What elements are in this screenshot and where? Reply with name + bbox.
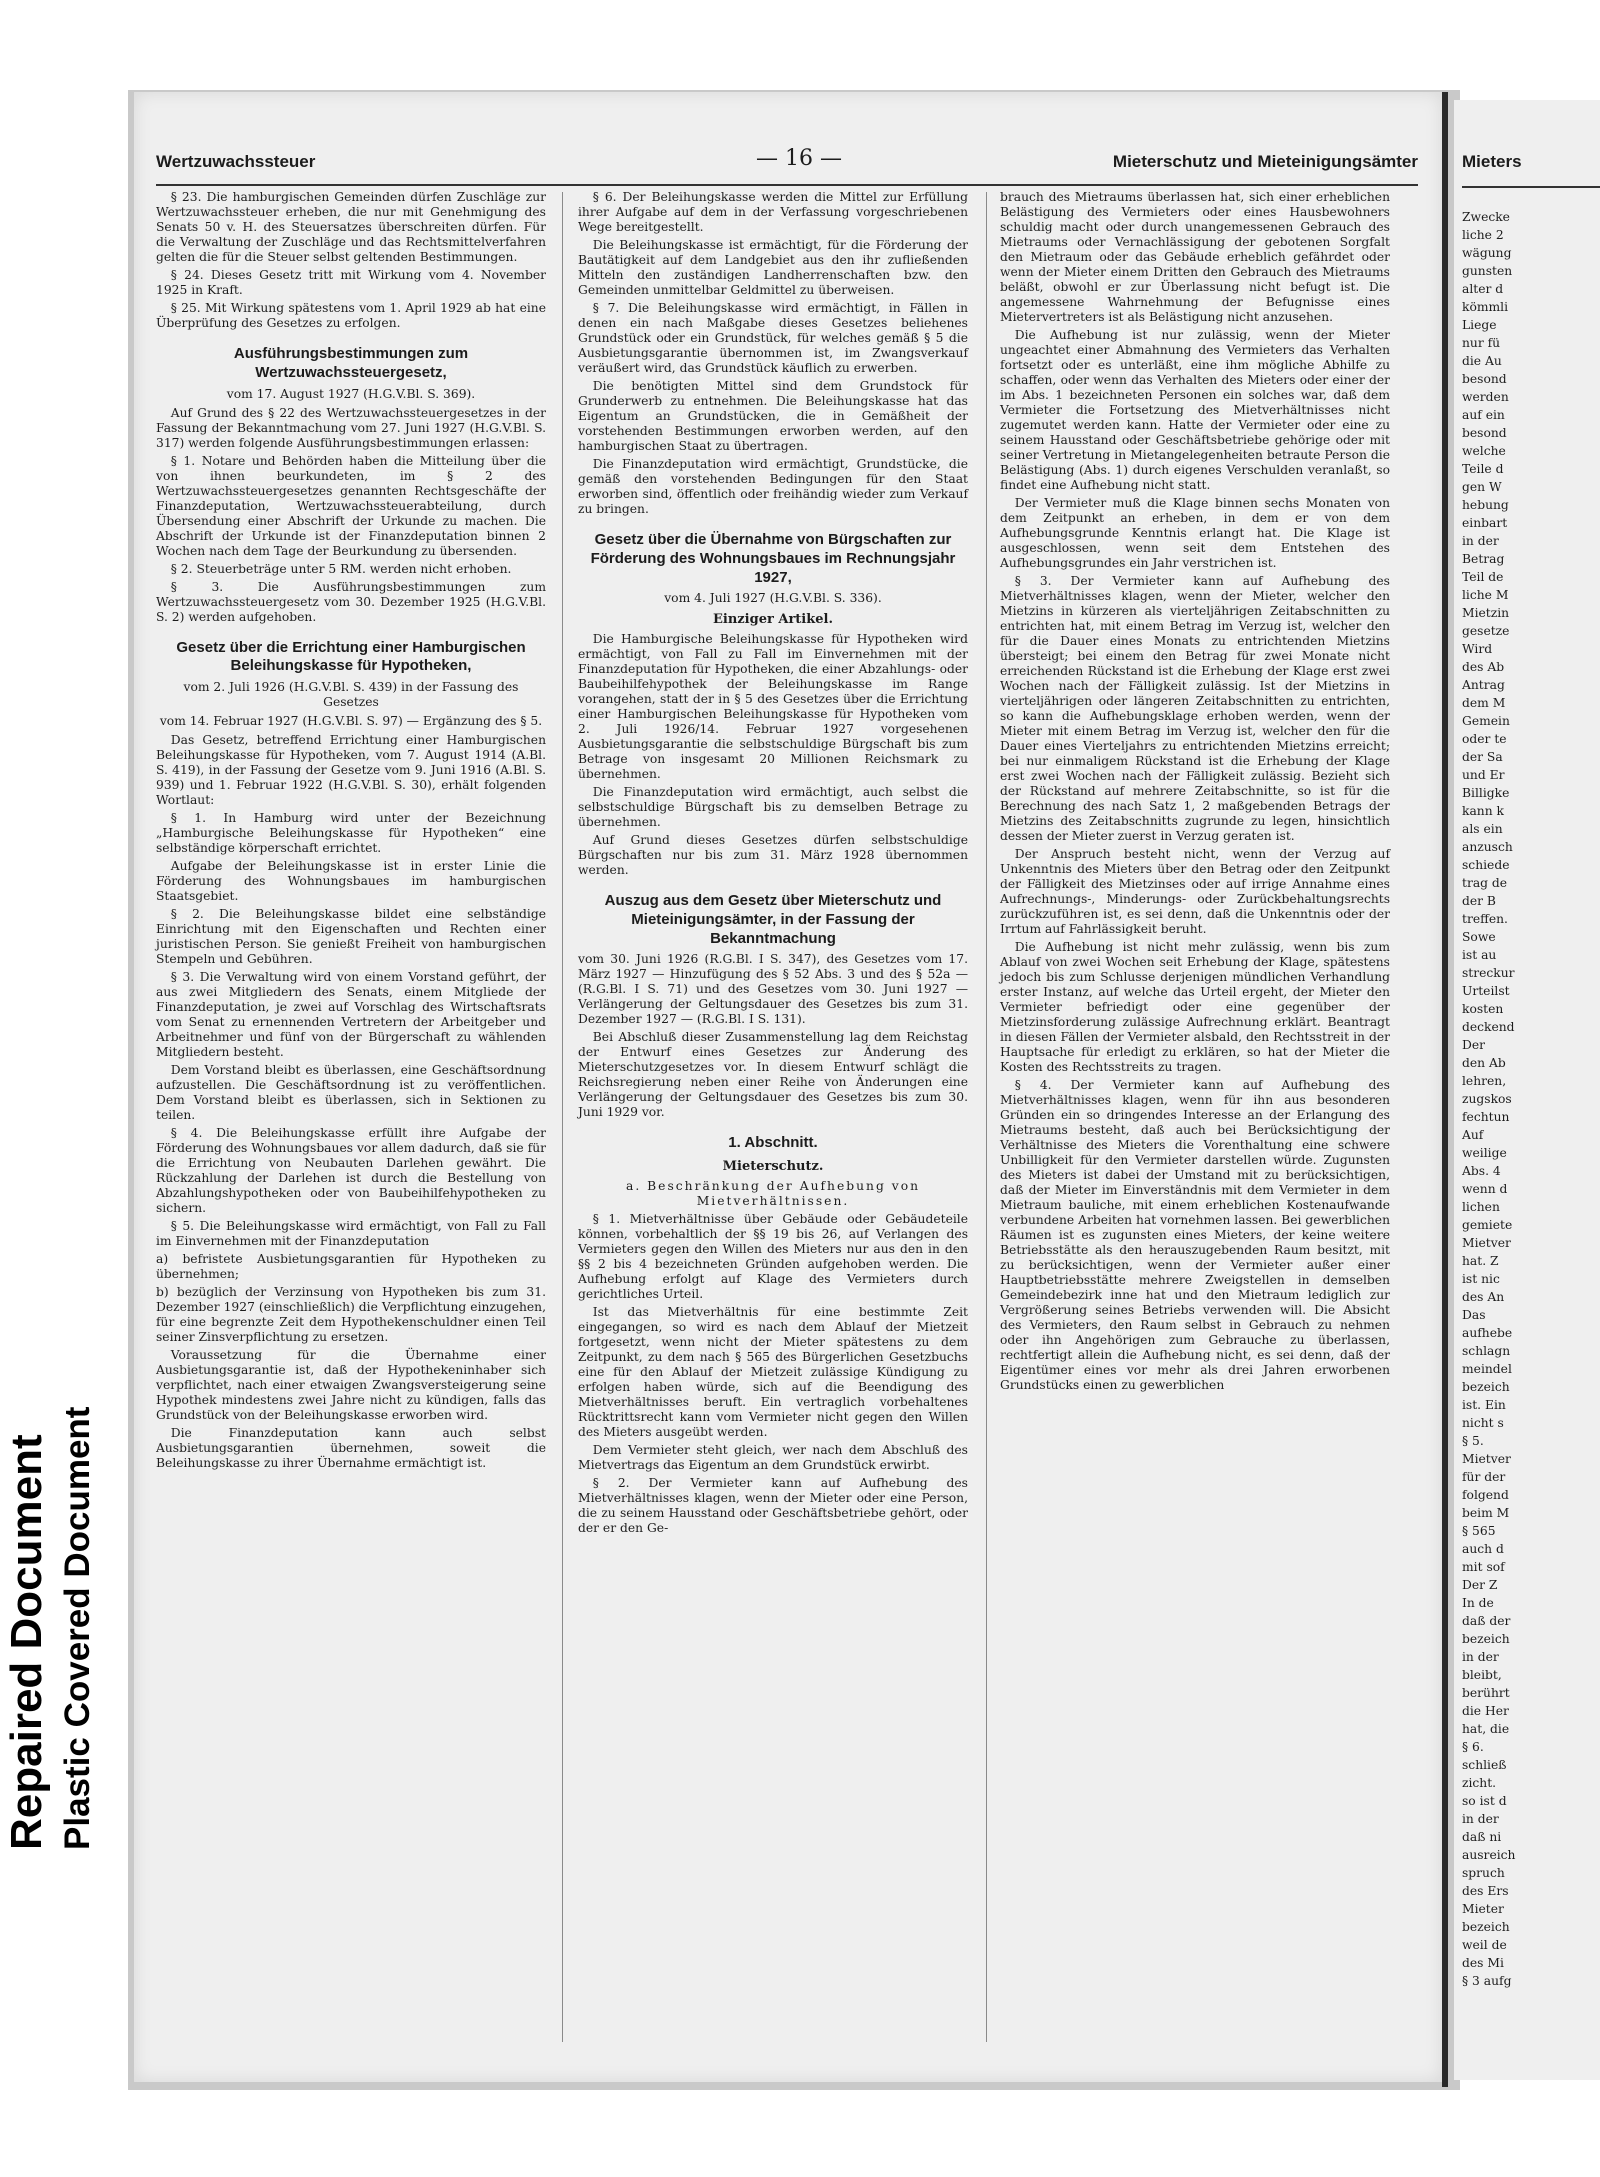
adjacent-page-line: ist nic (1462, 1272, 1500, 1286)
header-left: Wertzuwachssteuer (156, 152, 316, 171)
paragraph: Die Finanzdeputation kann auch selbst Ausbietungsgarantien übernehmen, soweit die Beleihungskasse zu ihrer Übernahme ermächtigt ist. (156, 1426, 546, 1470)
paragraph: Die Beleihungskasse ist ermächtigt, für die Förderung der Bautätigkeit auf dem Landgebiet aus den ihr zufließenden Mitteln den zuständigen Landherrenschaften bzw. den Gemeinden unmittelbar Geldmittel zu überweisen. (578, 238, 968, 297)
side-labels (0, 1150, 120, 1850)
adjacent-page-line: hat, die (1462, 1722, 1510, 1736)
adjacent-page-line: zugskos (1462, 1092, 1512, 1106)
adjacent-page-line: kann k (1462, 804, 1504, 818)
adjacent-page-line: schiede (1462, 858, 1510, 872)
paragraph: Das Gesetz, betreffend Errichtung einer Hamburgischen Beleihungskasse für Hypotheken, vom 7. August 1914 (A.Bl. S. 419), in der Fassung der Gesetze vom 9. Juni 1916 (A.Bl. S. 939) und 1. Februar 1922 (H.G.V.Bl. S. 30), erhält folgenden Wortlaut: (156, 733, 546, 807)
adjacent-page-line: Mietver (1462, 1452, 1511, 1466)
adjacent-page-line: die Her (1462, 1704, 1509, 1718)
adjacent-page-line: gunsten (1462, 264, 1513, 278)
list-item: a) befristete Ausbietungsgarantien für Hypotheken zu übernehmen; (156, 1252, 546, 1281)
adjacent-page (1454, 100, 1600, 2080)
adjacent-page-line: Zwecke (1462, 210, 1510, 224)
adjacent-page-line: liche 2 (1462, 228, 1504, 242)
paragraph: Die Aufhebung ist nur zulässig, wenn der Mieter ungeachtet einer Abmahnung des Vermieters das Verhalten fortsetzt oder es unterläßt, eine ihm mögliche Abhilfe zu schaffen, oder wenn das Verhalten des Mieters oder einer der im Abs. 1 bezeichneten Personen ein solches war, daß dem Vermieter die Fortsetzung des Mietverhältnisses nicht zugemutet werden kann. Hatte der Vermieter oder eine zu seinem Hausstand oder Geschäftsbetriebe gehörige oder mit seiner Vertretung in Mietangelegenheiten betraute Person die Belästigung (Abs. 1) durch eigenes Verschulden veranlaßt, so findet eine Aufhebung nicht statt. (1000, 328, 1390, 492)
paragraph: Voraussetzung für die Übernahme einer Ausbietungsgarantie ist, daß der Hypothekeninhaber sich verpflichtet, nach einer etwaigen Zwangsversteigerung seine Hypothek mindestens zwei Jahre nicht zu kündigen, falls das Grundstück von der Beleihungskasse erworben wird. (156, 1348, 546, 1422)
adjacent-page-line: die Au (1462, 354, 1502, 368)
adjacent-page-line: Teile d (1462, 462, 1504, 476)
adjacent-page-line: weil de (1462, 1938, 1507, 1952)
adjacent-page-line: Betrag (1462, 552, 1505, 566)
adjacent-page-line: oder te (1462, 732, 1507, 746)
adjacent-page-line: des Mi (1462, 1956, 1504, 1970)
adjacent-page-line: besond (1462, 426, 1507, 440)
adjacent-page-line: alter d (1462, 282, 1504, 296)
adjacent-page-line: weilige (1462, 1146, 1507, 1160)
header-rule (156, 184, 1418, 186)
adjacent-page-line: § 5. (1462, 1434, 1484, 1448)
paragraph: Dem Vermieter steht gleich, wer nach dem Abschluß des Mietvertrags das Eigentum an dem Grundstück erwirbt. (578, 1442, 968, 1472)
adjacent-page-line: nicht s (1462, 1416, 1504, 1430)
adjacent-page-line: der Sa (1462, 750, 1503, 764)
adjacent-page-line: zicht. (1462, 1776, 1497, 1790)
paragraph: Die Finanzdeputation wird ermächtigt, auch selbst die selbstschuldige Bürgschaft bis zu demselben Betrage zu übernehmen. (578, 785, 968, 830)
section-date: vom 4. Juli 1927 (H.G.V.Bl. S. 336). (664, 591, 882, 606)
paragraph: § 7. Die Beleihungskasse wird ermächtigt, in Fällen in denen ein nach Maßgabe dieses Gesetzes beliehenes Grundstück oder ein Grundstück, für welches gemäß § 5 die Ausbietungsgarantie übernommen ist, im Zwangsverkauf veräußert wird, das Grundstück käuflich zu erwerben. (578, 301, 968, 375)
paragraph: § 3. Die Verwaltung wird von einem Vorstand geführt, der aus zwei Mitgliedern des Senats, einem Mitgliede der Finanzdeputation, je zwei auf Vorschlag des Wirtschaftsrats vom Senat zu ernennenden Vertretern der Arbeitgeber und Arbeitnehmer und fünf von der Bürgerschaft zu wählenden Mitgliedern besteht. (156, 970, 546, 1059)
page-gutter (1442, 92, 1448, 2087)
paragraph: § 6. Der Beleihungskasse werden die Mittel zur Erfüllung ihrer Aufgabe auf dem in der Verfassung vorgeschriebenen Wege bereitgestellt. (578, 190, 968, 234)
adjacent-page-line: lichen (1462, 1200, 1500, 1214)
adjacent-page-line: des An (1462, 1290, 1505, 1304)
paragraph: § 1. Notare und Behörden haben die Mitteilung über die von ihnen beurkundeten, im § 2 des Wertzuwachssteuergesetzes genannten Rechtsgeschäfte der Finanzdeputation, Wertzuwachssteuerabteilung, durch Übersendung einer Abschrift der Urkunde zu machen. Die Abschrift der Urkunde ist der Finanzdeputation binnen 2 Wochen nach dem Tage der Beurkundung zu übersenden. (156, 453, 546, 558)
article-heading: Einziger Artikel. (713, 612, 833, 628)
adjacent-page-line: In de (1462, 1596, 1494, 1610)
adjacent-page-line: dem M (1462, 696, 1506, 710)
adjacent-page-line: berührt (1462, 1686, 1510, 1700)
adjacent-page-line: Liege (1462, 318, 1497, 332)
adjacent-page-line: § 6. (1462, 1740, 1484, 1754)
paragraph: Auf Grund des § 22 des Wertzuwachssteuergesetzes in der Fassung der Bekanntmachung vom 27. Juni 1927 (H.G.V.Bl. S. 317) werden folgende Ausführungsbestimmungen erlassen: (156, 405, 546, 450)
adjacent-page-line: Billigke (1462, 786, 1510, 800)
adjacent-page-line: besond (1462, 372, 1507, 386)
adjacent-page-line: Abs. 4 (1462, 1164, 1501, 1178)
section-date: vom 17. August 1927 (H.G.V.Bl. S. 369). (226, 386, 476, 401)
adjacent-page-line: trag de (1462, 876, 1508, 890)
adjacent-page-line: Der (1462, 1038, 1486, 1052)
subsection-heading: Mieterschutz. (722, 1159, 824, 1175)
adjacent-page-text (1462, 208, 1600, 1990)
adjacent-page-line: der B (1462, 894, 1496, 908)
adjacent-page-line: spruch (1462, 1866, 1505, 1880)
adjacent-page-line: werden (1462, 390, 1509, 404)
adjacent-page-line: liche M (1462, 588, 1509, 602)
adjacent-page-line: des Ers (1462, 1884, 1509, 1898)
paragraph: Die Aufhebung ist nicht mehr zulässig, wenn bis zum Ablauf von zwei Wochen seit Erhebung der Klage, spätestens jedoch bis zum Schlusse derjenigen mündlichen Verhandlung erster Instanz, auf welche das Urteil ergeht, der Mieter den Vermieter befriedigt oder eine gegenüber der Mietzinsforderung zulässige Aufrechnung erklärt. Beantragt in diesen Fällen der Vermieter alsbald, den Rechtsstreit in der Hauptsache für erledigt zu erklären, so hat der Mieter die Kosten des Rechtsstreits zu tragen. (1000, 940, 1390, 1074)
paragraph: § 25. Mit Wirkung spätestens vom 1. April 1929 ab hat eine Überprüfung des Gesetzes zu erfolgen. (156, 301, 546, 330)
paragraph: § 2. Die Beleihungskasse bildet eine selbständige Einrichtung mit den Eigenschaften und Rechten einer juristischen Person. Sie genießt Freiheit von hamburgischen Stempeln und Gebühren. (156, 907, 546, 966)
adjacent-page-line: Teil de (1462, 570, 1504, 584)
paragraph: Bei Abschluß dieser Zusammenstellung lag dem Reichstag der Entwurf eines Gesetzes zur Änderung des Mieterschutzgesetzes vor. In diesem Entwurf schlägt die Reichsregierung neben einer Reihe von Änderungen eine Verlängerung der Geltungsdauer des Gesetzes bis zum 30. Juni 1929 vor. (578, 1030, 968, 1120)
paragraph: § 3. Die Ausführungsbestimmungen zum Wertzuwachssteuergesetz vom 30. Dezember 1925 (H.G.V.Bl. S. 2) werden aufgehoben. (156, 579, 546, 624)
paragraph: § 24. Dieses Gesetz tritt mit Wirkung vom 4. November 1925 in Kraft. (156, 268, 546, 297)
section-heading: Gesetz über die Übernahme von Bürgschaften zur Förderung des Wohnungsbaues im Rechnungsjahr 1927, (590, 531, 956, 586)
adjacent-page-line: Mietzin (1462, 606, 1510, 620)
adjacent-page-line: daß der (1462, 1614, 1511, 1628)
adjacent-page-line: des Ab (1462, 660, 1505, 674)
page-number: — 16 — (756, 146, 842, 171)
adjacent-page-line: kosten (1462, 1002, 1504, 1016)
adjacent-page-line: für der (1462, 1470, 1506, 1484)
adjacent-page-line: in der (1462, 534, 1499, 548)
paragraph: § 3. Der Vermieter kann auf Aufhebung des Mietverhältnisses klagen, wenn der Mieter, welcher den Mietzins in kürzeren als vierteljährigen Zeitabschnitten zu entrichten hat, mit einem Betrag im Verzug ist, welcher den für die Dauer eines Monats zu entrichtenden Mietzins übersteigt; bei einem den Betrag für zwei Monate nicht erreichenden Rückstand ist die Erhebung der Klage erst zwei Wochen nach der Fälligkeit zulässig. Ist der Mietzins in vierteljährigen oder längeren Zeitabschnitten zu entrichten, so kann die Aufhebungsklage erhoben werden, wenn der Mieter mit einem Betrag im Verzug ist, welcher den für die Dauer eines Vierteljahrs zu entrichtenden Mietzins erreicht; bei nur einmaligem Rückstand ist die Erhebung der Klage erst zwei Wochen nach der Fälligkeit zulässig. Bezieht sich der Rückstand auf mehrere Zeitabschnitte, so ist für die Berechnung des nach Satz 1, 2 maßgebenden Betrags der Mietzins des Zeitabschnitts zugrunde zu legen, hinsichtlich dessen der Mieter zuerst in Verzug geraten ist. (1000, 574, 1390, 843)
paragraph: Die Hamburgische Beleihungskasse für Hypotheken wird ermächtigt, von Fall zu Fall im Einvernehmen mit der Finanzdeputation für Hypotheken, die einer Abzahlungs- oder Baubeihilfehypothek der Beleihungskasse im Range vorangehen, statt der in § 5 des Gesetzes über die Errichtung einer Hamburgischen Beleihungskasse für Hypotheken vom 2. Juli 1926/14. Februar 1927 vorgesehenen Ausbietungsgarantie die selbstschuldige Bürgschaft bis zum Betrage von insgesamt 20 Millionen Reichsmark zu übernehmen. (578, 632, 968, 782)
adjacent-page-line: § 565 (1462, 1524, 1496, 1538)
adjacent-page-line: in der (1462, 1812, 1499, 1826)
adjacent-page-line: Das (1462, 1308, 1486, 1322)
section-date: vom 14. Februar 1927 (H.G.V.Bl. S. 97) — Ergänzung des § 5. (159, 714, 543, 728)
adjacent-page-line: kömmli (1462, 300, 1509, 314)
adjacent-page-line: hebung (1462, 498, 1509, 512)
adjacent-page-line: Gemein (1462, 714, 1510, 728)
adjacent-page-line: mit sof (1462, 1560, 1505, 1574)
paragraph: Der Vermieter muß die Klage binnen sechs Monaten von dem Zeitpunkt an erheben, in dem er von dem Aufhebungsgrunde Kenntnis erlangt hat. Die Klage ist ausgeschlossen, wenn seit dem Entstehen des Aufhebungsgrundes ein Jahr verstrichen ist. (1000, 496, 1390, 570)
adjacent-page-line: ist. Ein (1462, 1398, 1506, 1412)
column-rule (986, 192, 987, 2042)
adjacent-page-line: in der (1462, 1650, 1499, 1664)
adjacent-page-line: fechtun (1462, 1110, 1510, 1124)
adjacent-page-line: auch d (1462, 1542, 1504, 1556)
adjacent-page-line: daß ni (1462, 1830, 1502, 1844)
section-heading: 1. Abschnitt. (728, 1134, 818, 1152)
paragraph: § 1. In Hamburg wird unter der Bezeichnung „Hamburgische Beleihungskasse für Hypotheken“ eine selbständige körperschaft errichtet. (156, 811, 546, 855)
paragraph: Ist das Mietverhältnis für eine bestimmte Zeit eingegangen, so wird es nach dem Ablauf der Mietzeit fortgesetzt, wenn nicht der Mieter spätestens zu dem Zeitpunkt, zu dem nach § 565 des Bürgerlichen Gesetzbuchs eine für den Ablauf der Mietzeit zulässige Kündigung zu erfolgen haben würde, sich auf die Beendigung des Mietverhältnisses beruft. Ein vertraglich vorbehaltenes Rücktrittsrecht kann vom Vermieter nicht gegen den Willen des Mieters ausgeübt werden. (578, 1304, 968, 1439)
paragraph: Die benötigten Mittel sind dem Grundstock für Grunderwerb zu entnehmen. Die Beleihungskasse hat das Eigentum an Grundstücken, die in Gemäßheit der vorstehenden Bestimmungen erworben werden, auf den hamburgischen Staat zu übertragen. (578, 379, 968, 453)
adjacent-page-line: deckend (1462, 1020, 1515, 1034)
adjacent-page-line: wägung (1462, 246, 1512, 260)
adjacent-page-line: ausreich (1462, 1848, 1516, 1862)
adjacent-header-rule (1462, 186, 1600, 188)
adjacent-page-line: streckur (1462, 966, 1515, 980)
adjacent-page-line: hat. Z (1462, 1254, 1499, 1268)
adjacent-page-line: Sowe (1462, 930, 1496, 944)
adjacent-page-line: § 3 aufg (1462, 1974, 1512, 1988)
adjacent-page-line: bezeich (1462, 1920, 1510, 1934)
adjacent-page-line: anzusch (1462, 840, 1513, 854)
adjacent-page-line: Auf (1462, 1128, 1484, 1142)
paragraph: § 2. Der Vermieter kann auf Aufhebung des Mietverhältnisses klagen, wenn der Mieter oder eine Person, die zu seinem Hausstand oder Geschäftsbetriebe gehört, oder der er den Ge- (578, 1475, 968, 1535)
adjacent-page-line: welche (1462, 444, 1506, 458)
adjacent-page-line: Mieter (1462, 1902, 1504, 1916)
adjacent-page-line: Der Z (1462, 1578, 1498, 1592)
section-heading: Ausführungsbestimmungen zum Wertzuwachssteuergesetz, (233, 345, 469, 381)
adjacent-page-line: Wird (1462, 642, 1493, 656)
list-item: b) bezüglich der Verzinsung von Hypotheken bis zum 31. Dezember 1927 (einschließlich) die Verpflichtung einzugehen, für eine begrenzte Zeit dem Hypothekenschuldner einen Teil seiner Zinsverpflichtung zu ersetzen. (156, 1285, 546, 1344)
column-2 (578, 190, 968, 1539)
paragraph: § 5. Die Beleihungskasse wird ermächtigt, von Fall zu Fall im Einvernehmen mit der Finanzdeputation (156, 1219, 546, 1248)
adjacent-page-line: einbart (1462, 516, 1508, 530)
adjacent-page-line: wenn d (1462, 1182, 1508, 1196)
section-date: vom 2. Juli 1926 (H.G.V.Bl. S. 439) in der Fassung des Gesetzes (183, 680, 519, 709)
adjacent-page-line: nur fü (1462, 336, 1501, 350)
paragraph: Die Finanzdeputation wird ermächtigt, Grundstücke, die gemäß den vorstehenden Bedingungen für den Staat erworben sind, öffentlich oder freihändig wieder zum Verkauf zu bringen. (578, 457, 968, 516)
adjacent-page-line: bleibt, (1462, 1668, 1502, 1682)
adjacent-page-line: bezeich (1462, 1380, 1510, 1394)
adjacent-page-line: schließ (1462, 1758, 1507, 1772)
adjacent-page-line: gemiete (1462, 1218, 1513, 1232)
adjacent-page-header: Mieters (1462, 152, 1522, 171)
paragraph: Der Anspruch besteht nicht, wenn der Verzug auf Unkenntnis des Mieters über den Betrag oder den Zeitpunkt der Fälligkeit des Mietzinses oder auf irrige Annahme eines Aufrechnungs-, Minderungs- oder Zurückbehaltungsrechts zurückzuführen ist, es sei denn, daß die Unkenntnis oder der Irrtum auf Fahrlässigkeit beruht. (1000, 847, 1390, 936)
adjacent-page-line: aufhebe (1462, 1326, 1513, 1340)
adjacent-page-line: gen W (1462, 480, 1502, 494)
section-heading: Gesetz über die Errichtung einer Hamburgischen Beleihungskasse für Hypotheken, (176, 638, 526, 675)
adjacent-page-line: bezeich (1462, 1632, 1510, 1646)
paragraph: § 1. Mietverhältnisse über Gebäude oder Gebäudeteile können, vorbehaltlich der §§ 19 bis 26, auf Verlangen des Vermieters gegen den Willen des Mieters nur aus den in den §§ 2 bis 4 bezeichneten Gründen aufgehoben werden. Die Aufhebung erfolgt auf Klage des Vermieters durch gerichtliches Urteil. (578, 1211, 968, 1301)
adjacent-page-line: und Er (1462, 768, 1505, 782)
adjacent-page-line: meindel (1462, 1362, 1512, 1376)
adjacent-page-line: beim M (1462, 1506, 1510, 1520)
adjacent-page-line: Urteilst (1462, 984, 1510, 998)
adjacent-page-line: so ist d (1462, 1794, 1507, 1808)
adjacent-page-line: treffen. (1462, 912, 1508, 926)
header-right: Mieterschutz und Mieteinigungsämter (1112, 152, 1418, 171)
plastic-covered-label: Plastic Covered Document (58, 1406, 97, 1850)
section-heading: Auszug aus dem Gesetz über Mieterschutz und Mieteinigungsämter, in der Fassung der Bekanntmachung (604, 892, 942, 947)
adjacent-page-line: Mietver (1462, 1236, 1511, 1250)
paragraph: § 4. Die Beleihungskasse erfüllt ihre Aufgabe der Förderung des Wohnungsbaues vor allem dadurch, daß sie für die Errichtung von Neubauten Darlehen gewährt. Die Rückzahlung der Darlehen ist durch die Bestellung von Abzahlungshypotheken oder von Baubeihilfehypotheken zu sichern. (156, 1126, 546, 1215)
paragraph: Dem Vorstand bleibt es überlassen, eine Geschäftsordnung aufzustellen. Die Geschäftsordnung ist zu veröffentlichen. Dem Vorstand bleibt es überlassen, sich in Sektionen zu teilen. (156, 1063, 546, 1122)
repaired-document-label: Repaired Document (2, 1434, 51, 1850)
adjacent-page-line: gesetze (1462, 624, 1510, 638)
adjacent-page-line: lehren, (1462, 1074, 1507, 1088)
paragraph: § 23. Die hamburgischen Gemeinden dürfen Zuschläge zur Wertzuwachssteuer erheben, die nur mit Genehmigung des Senats 50 v. H. des Steuersatzes überschreiten dürfen. Für die Verwaltung der Zuschläge und das Rechtsmittelverfahren gelten die für die Steuer selbst geltenden Bestimmungen. (156, 190, 546, 264)
document-page (134, 92, 1442, 2082)
column-1 (156, 190, 546, 1474)
adjacent-page-line: schlagn (1462, 1344, 1511, 1358)
adjacent-page-line: ist au (1462, 948, 1497, 962)
adjacent-page-line: auf ein (1462, 408, 1505, 422)
section-date: vom 30. Juni 1926 (R.G.Bl. I S. 347), des Gesetzes vom 17. März 1927 — Hinzufügung des § 52 Abs. 3 und des § 52a — (R.G.Bl. I S. 71) und des Gesetzes vom 30. Juni 1927 — Verlängerung der Geltungsdauer des Gesetzes bis zum 31. Dezember 1927 — (R.G.Bl. I S. 131). (578, 952, 968, 1027)
paragraph: § 4. Der Vermieter kann auf Aufhebung des Mietverhältnisses klagen, wenn für ihn aus besonderen Gründen ein so dringendes Interesse an der Erlangung des Mietraums besteht, daß auch bei Berücksichtigung der Verhältnisse des Mieters die Vorenthaltung eine schwere Unbilligkeit für den Vermieter darstellen würde. Zugunsten des Mieters ist dabei der Umstand mit zu berücksichtigen, daß der Mieter im Einverständnis mit dem Vermieter in dem Mietraum bauliche, mit einem erheblichen Kostenaufwande verbundene Arbeiten hat vornehmen lassen. Bei gewerblichen Räumen ist es zugunsten eines Mieters, der keine weitere Betriebsstätte als den herauszugebenden Raum besitzt, mit zu berücksichtigen, wenn der Vermieter außer einer Hauptbetriebsstätte mehrere Zweigstellen in demselben Gemeindebezirk inne hat und den Mietraum lediglich zur Vergrößerung seines Betriebs verwenden will. Die Absicht des Vermieters, den Raum selbst in Gebrauch zu nehmen oder ihn Angehörigen zum Gebrauche zu überlassen, rechtfertigt allein die Aufhebung nicht, es sei denn, daß der Eigentümer eines vor mehr als drei Jahren erworbenen Grundstücks einen zu gewerblichen (1000, 1078, 1390, 1392)
paragraph: § 2. Steuerbeträge unter 5 RM. werden nicht erhoben. (170, 561, 512, 576)
column-rule (562, 192, 563, 2042)
paragraph: Auf Grund dieses Gesetzes dürfen selbstschuldige Bürgschaften nur bis zum 31. März 1928 übernommen werden. (578, 833, 968, 878)
adjacent-page-line: Antrag (1462, 678, 1505, 692)
adjacent-page-line: den Ab (1462, 1056, 1506, 1070)
subsection-title: a. Beschränkung der Aufhebung von Mietverhältnissen. (625, 1178, 921, 1208)
adjacent-page-line: als ein (1462, 822, 1503, 836)
adjacent-page-line: folgend (1462, 1488, 1509, 1502)
paragraph: brauch des Mietraums überlassen hat, sich einer erheblichen Belästigung des Vermieters oder eines Hausbewohners schuldig macht oder durch unangemessenen Gebrauch des Mietraums oder Vernachlässigung der gebotenen Sorgfalt den Mietraum oder das Gebäude erheblich gefährdet oder wenn der Mieter einem Dritten den Gebrauch des Mietraums beläßt, obwohl er zur Überlassung nicht befugt ist. Die angemessene Wahrnehmung der Befugnisse eines Mietervertreters ist als Belästigung nicht anzusehen. (1000, 190, 1390, 324)
page-header (156, 146, 1418, 186)
paragraph: Aufgabe der Beleihungskasse ist in erster Linie die Förderung des Wohnungsbaues im hamburgischen Staatsgebiet. (156, 859, 546, 903)
column-3 (1000, 190, 1390, 1396)
